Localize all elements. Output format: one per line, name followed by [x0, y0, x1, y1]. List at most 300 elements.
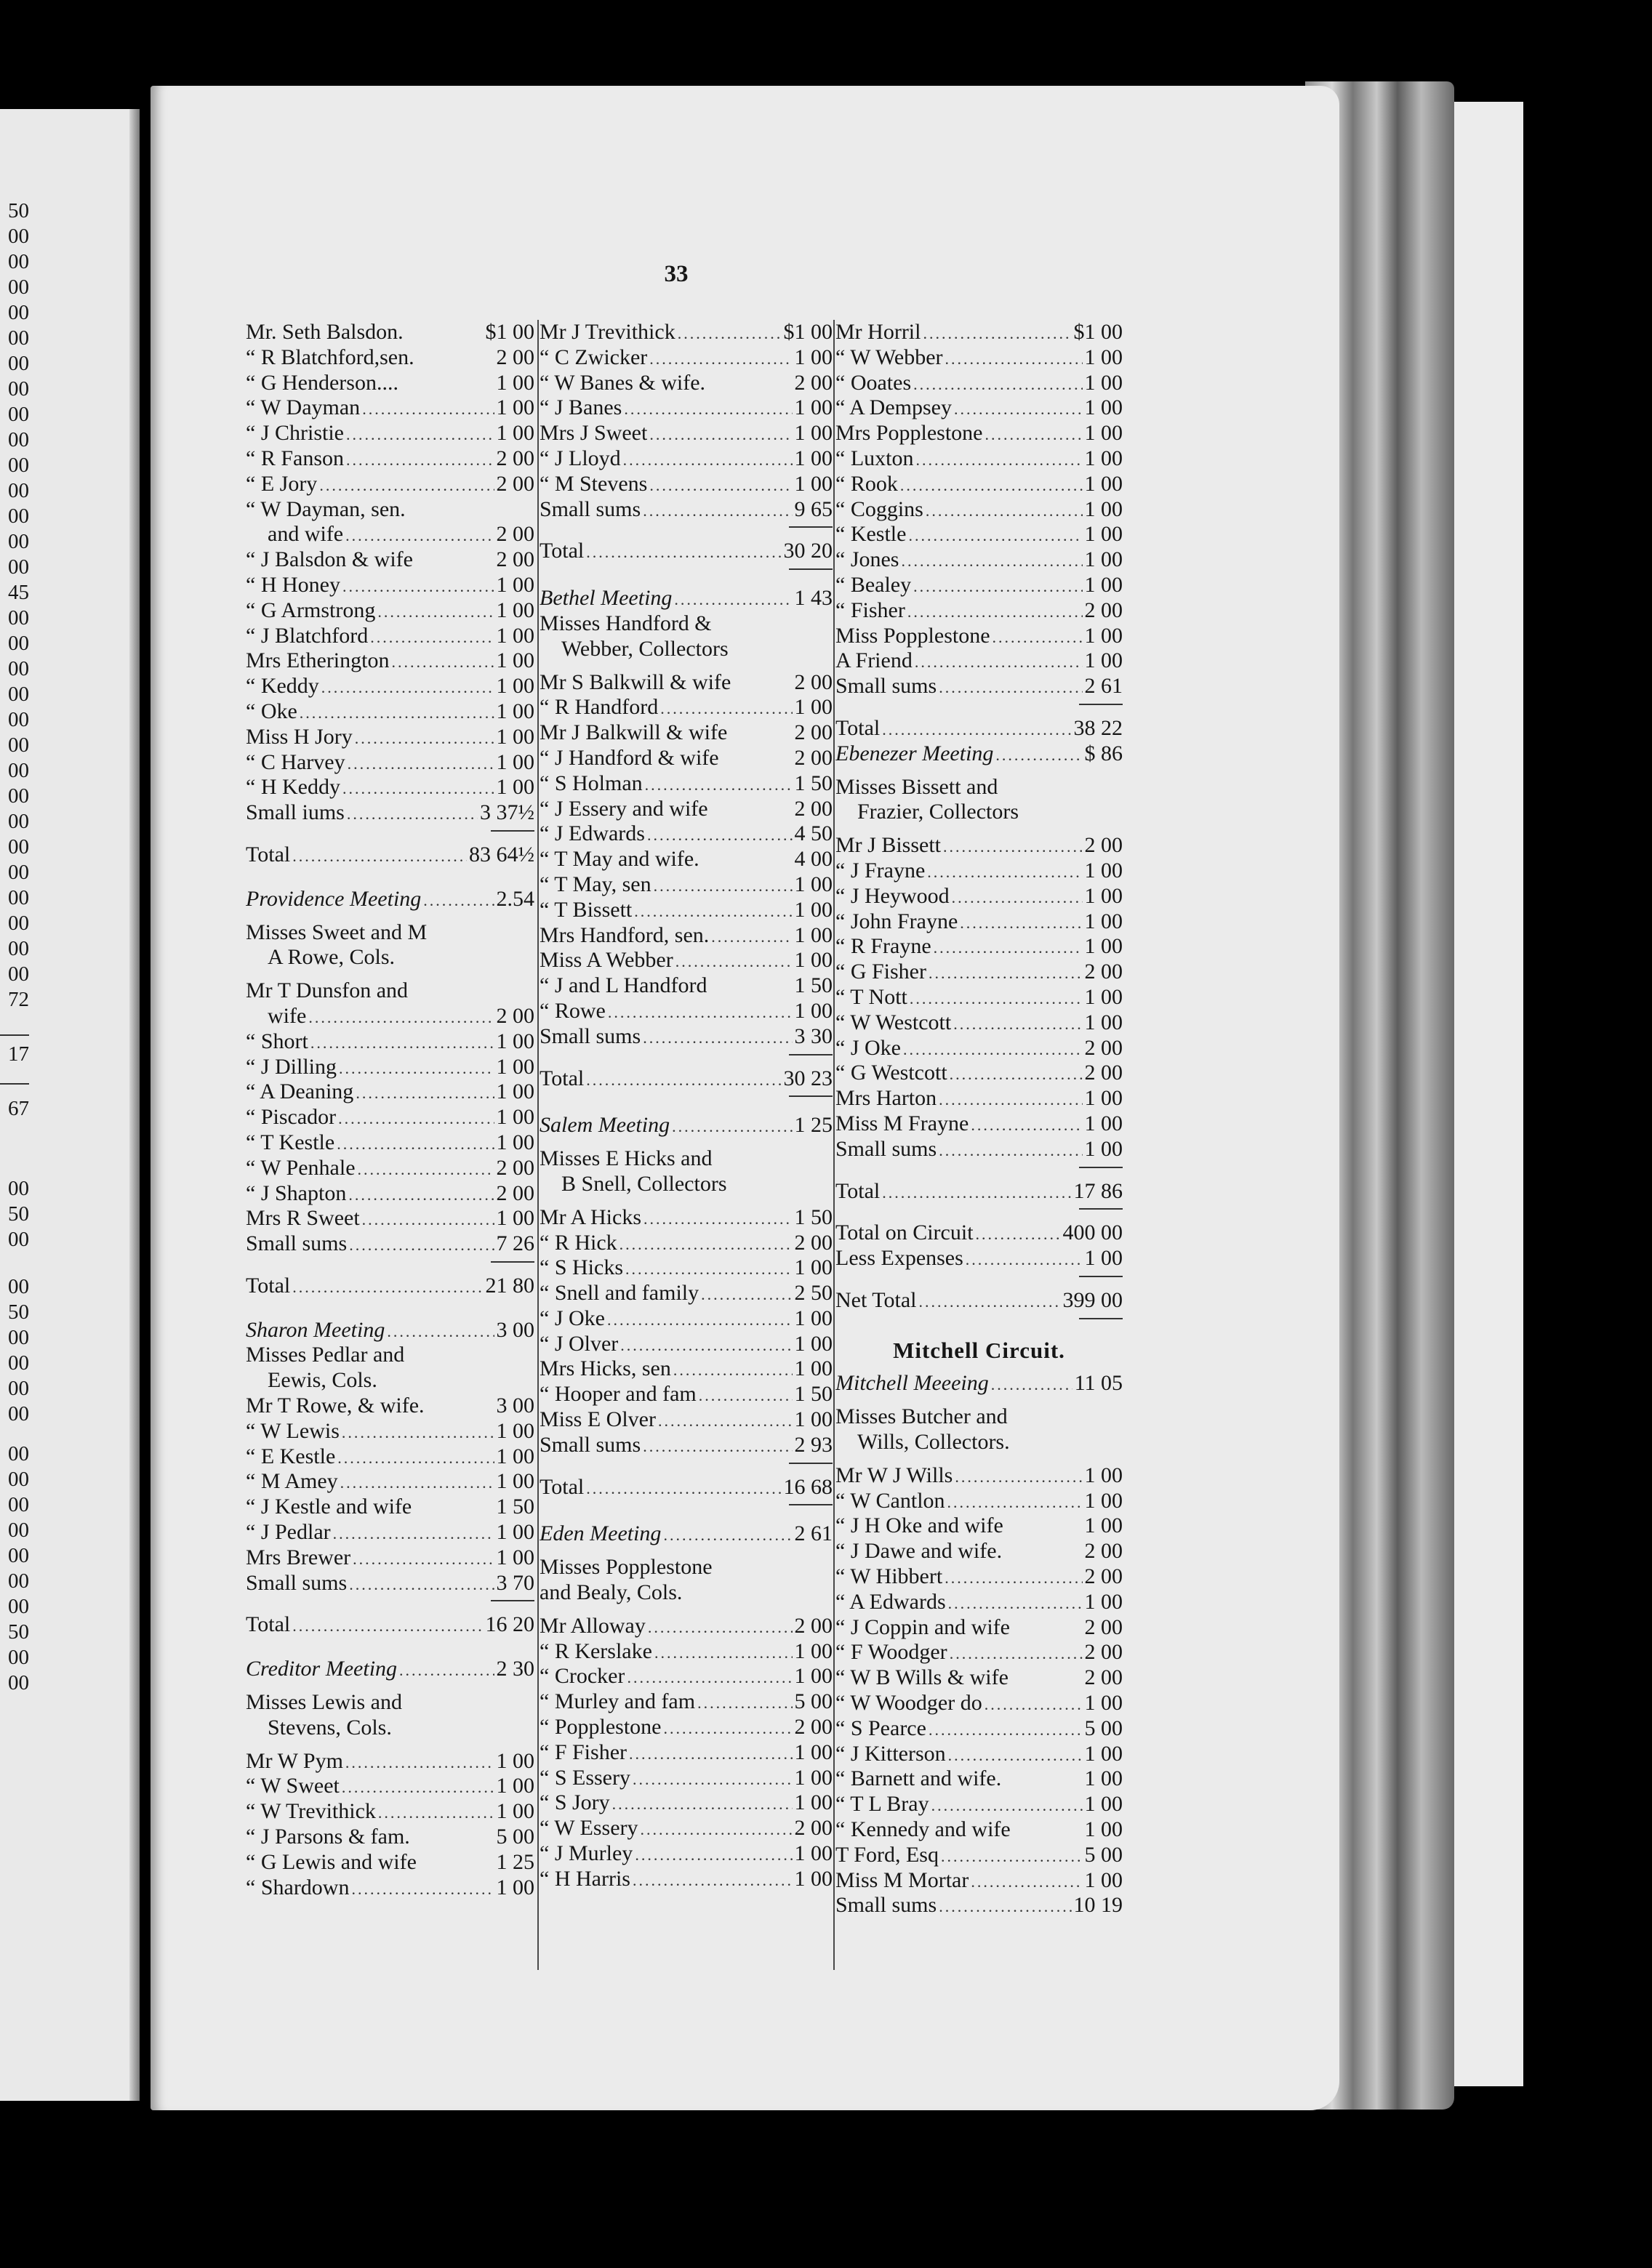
donor-name: Net Total [835, 1287, 917, 1312]
prev-page-amount-fragment: 00 [8, 835, 29, 858]
donor-name: “ G Armstrong [246, 598, 376, 622]
amount: 1 00 [1084, 648, 1123, 673]
leader-dots [649, 347, 792, 372]
donor-row [835, 1010, 1123, 1036]
leader-dots [941, 1844, 1083, 1870]
donor-row [246, 395, 534, 421]
amount: 2 00 [496, 522, 534, 547]
collector-note: and Bealy, Cols. [540, 1580, 683, 1605]
subscription-column-1 [246, 320, 534, 1900]
leader-dots [663, 1716, 792, 1742]
leader-dots [321, 675, 494, 701]
donor-row [835, 858, 1123, 884]
donor-name: “ R Handford [540, 695, 659, 720]
donor-row [540, 1740, 833, 1766]
donor-name: “ H Harris [540, 1866, 630, 1891]
collector-note: Misses Sweet and M [246, 920, 428, 944]
donor-row [540, 695, 833, 720]
prev-page-amount-fragment: 00 [8, 1468, 29, 1491]
amount: 1 25 [794, 1113, 833, 1138]
donor-row [246, 1520, 534, 1545]
donor-row [835, 1111, 1123, 1137]
leader-dots [900, 473, 1083, 499]
total-rule [540, 1050, 833, 1058]
donor-name: “ C Harvey [246, 749, 345, 774]
prev-page-amount-fragment: 00 [8, 1569, 29, 1593]
amount: 3 70 [496, 1570, 534, 1595]
donor-row [540, 1766, 833, 1791]
donor-row [540, 497, 833, 523]
donor-row [540, 1715, 833, 1740]
leader-dots [342, 776, 494, 802]
total-rule [835, 1204, 1123, 1213]
donor-row [835, 1893, 1123, 1918]
donor-name: “ W Banes & wife. [540, 370, 706, 395]
leader-dots [939, 675, 1082, 701]
donor-row [835, 1061, 1123, 1086]
leader-dots [634, 899, 792, 925]
leader-dots [976, 1222, 1061, 1247]
donor-row [835, 497, 1123, 523]
amount: 1 50 [794, 1382, 833, 1407]
amount: 1 00 [1084, 858, 1123, 882]
leader-dots [625, 1257, 793, 1282]
amount: 1 00 [1084, 1086, 1123, 1111]
amount: 1 00 [1084, 1246, 1123, 1271]
donor-name: Miss M Mortar [835, 1867, 969, 1892]
total-rule [835, 1271, 1123, 1280]
amount: 5 00 [1084, 1716, 1123, 1740]
amount: 1 50 [794, 973, 833, 998]
leader-dots [939, 1087, 1082, 1113]
leader-dots [907, 600, 1083, 625]
leader-dots [292, 1614, 483, 1639]
amount: 1 00 [496, 572, 534, 597]
donor-row [246, 1029, 534, 1055]
donor-row [835, 446, 1123, 472]
donor-row [540, 446, 833, 472]
donor-row [246, 522, 534, 547]
donor-name: “ E Kestle [246, 1444, 336, 1468]
donor-name: “ J Blatchford [246, 623, 369, 648]
donor-row [246, 446, 534, 472]
amount: 1 00 [794, 1638, 833, 1663]
donor-row [540, 1841, 833, 1867]
donor-row [540, 1382, 833, 1407]
donor-name: Mr A Hicks [540, 1205, 642, 1229]
leader-dots [711, 925, 792, 950]
donor-name: “ J Balsdon & wife [246, 547, 413, 572]
prev-page-amount-fragment: 50 [8, 1300, 29, 1324]
leader-dots [300, 701, 494, 726]
amount: 1 00 [496, 1875, 534, 1899]
donor-row [540, 371, 833, 396]
leader-dots [349, 1233, 494, 1258]
prev-page-amount-fragment: 00 [8, 555, 29, 579]
amount: 1 00 [794, 897, 833, 922]
amount: 1 00 [794, 1740, 833, 1764]
amount: 1 00 [794, 1841, 833, 1866]
donor-name: “ Shardown [246, 1875, 350, 1899]
page-number: 33 [664, 261, 689, 287]
donor-name: “ W Lewis [246, 1418, 340, 1443]
collector-note: Misses Lewis and [246, 1690, 402, 1715]
amount: 83 64½ [469, 842, 534, 866]
leader-dots [947, 1490, 1083, 1516]
prev-page-amount-fragment: 00 [8, 403, 29, 426]
donor-row [540, 670, 833, 696]
donor-name: “ Barnett and wife. [835, 1766, 1002, 1791]
prev-page-amount-fragment: 50 [8, 1620, 29, 1644]
donor-name: “ Coggins [835, 496, 923, 521]
donor-name: “ W Dayman, sen. [246, 496, 406, 521]
prev-page-amount-fragment: 00 [8, 428, 29, 451]
leader-dots [971, 1113, 1082, 1138]
donor-name: and wife [268, 522, 344, 547]
amount: 2 61 [1084, 674, 1123, 699]
donor-row [835, 648, 1123, 674]
donor-name: “ A Deaning [246, 1079, 354, 1104]
amount: 3 00 [496, 1317, 534, 1342]
donor-name: “ J H Oke and wife [835, 1513, 1003, 1538]
donor-row [835, 345, 1123, 371]
leader-dots [647, 823, 793, 848]
prev-page-amount-fragment: 00 [8, 250, 29, 273]
donor-name: “ Hooper and fam [540, 1382, 697, 1407]
donor-row [246, 1394, 534, 1419]
amount: 1 00 [1084, 1513, 1123, 1538]
collector-note: Misses Pedlar and [246, 1343, 405, 1367]
donor-name: “ Jones [835, 547, 899, 572]
leader-dots [943, 835, 1082, 860]
leader-dots [954, 397, 1083, 422]
donor-row [246, 648, 534, 674]
donor-row [835, 522, 1123, 547]
donor-name: “ H Honey [246, 572, 340, 597]
donor-row [246, 1850, 534, 1875]
donor-name: “ W Trevithick [246, 1799, 376, 1824]
donor-row [835, 624, 1123, 649]
amount: 1 00 [794, 1306, 833, 1330]
total-row [835, 1288, 1123, 1314]
donor-name: “ S Essery [540, 1765, 630, 1790]
amount: 2 00 [1084, 1035, 1123, 1060]
prev-page-amount-fragment: 72 [8, 988, 29, 1011]
donor-row [835, 1137, 1123, 1162]
amount: 2 00 [496, 446, 534, 470]
donor-name: Total [540, 1066, 585, 1090]
donor-name: Miss Popplestone [835, 623, 990, 648]
donor-row [835, 934, 1123, 960]
leader-dots [923, 321, 1071, 347]
collector-note: Eewis, Cols. [268, 1368, 377, 1393]
amount: 5 00 [496, 1825, 534, 1849]
donor-name: “ T May, sen [540, 872, 651, 896]
meeting-name: Bethel Meeting [540, 586, 673, 611]
donor-row [835, 1246, 1123, 1271]
prev-page-amount-fragment: 00 [8, 1402, 29, 1425]
donor-row [835, 1463, 1123, 1489]
leader-dots [931, 1793, 1083, 1819]
donor-row [540, 720, 833, 746]
donor-name: “ J Oke [540, 1306, 605, 1330]
amount: 1 50 [794, 771, 833, 795]
donor-name: “ S Hicks [540, 1255, 623, 1280]
donor-name: Mr W J Wills [835, 1463, 953, 1487]
donor-row [540, 771, 833, 797]
amount: 2 00 [1084, 960, 1123, 984]
prev-page-amount-fragment: 00 [8, 276, 29, 299]
amount: 7 26 [496, 1231, 534, 1256]
leader-dots [620, 1333, 792, 1359]
donor-name: “ S Jory [540, 1790, 610, 1815]
donor-name: Small iums [246, 800, 345, 825]
leader-dots [623, 448, 793, 473]
collector-note: Misses Popplestone [540, 1555, 713, 1580]
leader-dots [660, 696, 792, 722]
amount: 1 00 [1084, 1136, 1123, 1161]
donor-row [540, 746, 833, 771]
meeting-row [540, 586, 833, 611]
prev-page-amount-fragment: 00 [8, 759, 29, 782]
leader-dots [993, 625, 1083, 651]
amount: 2 00 [1084, 1614, 1123, 1639]
donor-row [246, 1875, 534, 1901]
amount: 5 00 [1084, 1842, 1123, 1867]
amount: 1 00 [1084, 1111, 1123, 1135]
total-rule [540, 1091, 833, 1100]
amount: 400 00 [1062, 1221, 1123, 1245]
donor-row [540, 345, 833, 371]
leader-dots [995, 743, 1082, 768]
amount: 2.54 [496, 886, 534, 911]
collector-note: B Snell, Collectors [561, 1171, 727, 1196]
collector-note: Stevens, Cols. [268, 1715, 392, 1740]
prev-page-amount-fragment: 00 [8, 1544, 29, 1567]
amount: 1 00 [1084, 446, 1123, 470]
leader-dots [338, 1106, 494, 1132]
donor-name: “ Keddy [246, 674, 319, 699]
prev-page-amount-fragment: 00 [8, 479, 29, 502]
donor-row [246, 371, 534, 396]
donor-row [540, 421, 833, 446]
amount: 1 00 [794, 446, 833, 470]
amount: 1 00 [496, 1748, 534, 1773]
donor-row [540, 320, 833, 345]
donor-name: “ S Pearce [835, 1716, 926, 1740]
donor-name: “ W Westcott [835, 1010, 952, 1034]
total-rule [540, 522, 833, 531]
donor-name: Miss A Webber [540, 948, 673, 973]
leader-dots [358, 1157, 494, 1183]
amount: 1 00 [1084, 909, 1123, 933]
prev-page-amount-fragment: 00 [8, 1275, 29, 1298]
amount: 1 00 [496, 1029, 534, 1053]
prev-page-amount-fragment: 00 [8, 708, 29, 731]
leader-dots [643, 1026, 792, 1051]
donor-name: “ J Heywood [835, 883, 950, 908]
total-row [835, 716, 1123, 741]
donor-row [246, 1469, 534, 1495]
amount: 2 00 [496, 1003, 534, 1028]
donor-name: “ Ooates [835, 370, 912, 395]
leader-dots [948, 1743, 1083, 1769]
amount: 1 50 [794, 1205, 833, 1229]
meeting-row [246, 1318, 534, 1343]
leader-dots [339, 1056, 494, 1082]
donor-row [540, 948, 833, 973]
leader-dots [342, 1775, 494, 1801]
meeting-name: Providence Meeting [246, 886, 422, 911]
donor-name: “ Crocker [540, 1664, 625, 1689]
donor-name: “ M Amey [246, 1469, 338, 1494]
donor-row [246, 1444, 534, 1470]
leader-dots [349, 1572, 494, 1598]
donor-row [540, 1689, 833, 1715]
donor-name: Mrs R Sweet [246, 1206, 360, 1231]
donor-name: Mr J Balkwill & wife [540, 720, 728, 745]
donor-name: “ J Essery and wife [540, 796, 708, 821]
amount: 2 00 [794, 1816, 833, 1841]
amount: 1 00 [794, 948, 833, 973]
amount: 30 23 [783, 1066, 833, 1090]
donor-name: Small sums [835, 1893, 937, 1918]
leader-dots [985, 422, 1083, 448]
leader-dots [919, 1290, 1061, 1315]
donor-name: “ W B Wills & wife [835, 1665, 1009, 1690]
donor-row [246, 1495, 534, 1520]
leader-dots [345, 1750, 494, 1776]
leader-dots [641, 1817, 793, 1843]
donor-name: Total [246, 842, 291, 866]
leader-dots [612, 1792, 793, 1817]
donor-row [835, 1513, 1123, 1539]
leader-dots [347, 802, 478, 827]
leader-dots [355, 726, 494, 752]
donor-name: “ W Sweet [246, 1774, 340, 1798]
donor-row [835, 1843, 1123, 1868]
amount: 1 00 [496, 1206, 534, 1231]
donor-name: “ R Hick [540, 1230, 617, 1255]
prev-page-amount-fragment: 00 [8, 912, 29, 935]
prev-page-amount-fragment: 50 [8, 1202, 29, 1226]
donor-name: “ Rook [835, 471, 898, 496]
amount: 1 00 [1084, 1463, 1123, 1487]
leader-dots [586, 540, 781, 566]
prev-page-rule [0, 1083, 29, 1085]
donor-name: Less Expenses [835, 1246, 963, 1271]
prev-page-amount-fragment: 00 [8, 326, 29, 350]
donor-name: A Friend [835, 648, 913, 673]
donor-row [540, 973, 833, 999]
prev-page-amount-fragment: 00 [8, 683, 29, 706]
leader-dots [342, 1420, 494, 1446]
donor-name: “ S Holman [540, 771, 643, 795]
leader-dots [345, 523, 494, 549]
donor-name: “ T L Bray [835, 1792, 929, 1817]
amount: 399 00 [1062, 1287, 1123, 1312]
donor-row [246, 1156, 534, 1181]
prev-page-amount-fragment: 00 [8, 1442, 29, 1465]
donor-name: “ Luxton [835, 446, 914, 470]
donor-name: “ J Olver [540, 1331, 619, 1356]
leader-dots [378, 1801, 494, 1826]
amount: 11 05 [1074, 1371, 1123, 1396]
amount: $1 00 [1073, 320, 1123, 344]
leader-dots [337, 1132, 494, 1157]
leader-dots [586, 1068, 781, 1093]
leader-dots [337, 1446, 494, 1471]
donor-name: “ T Kestle [246, 1130, 335, 1154]
meeting-name: Sharon Meeting [246, 1317, 385, 1342]
amount: 1 00 [1084, 934, 1123, 959]
prev-page-amount-fragment: 00 [8, 377, 29, 401]
amount: 1 00 [496, 598, 534, 622]
leader-dots [633, 1767, 793, 1793]
donor-name: “ G Fisher [835, 960, 926, 984]
circuit-heading: Mitchell Circuit. [893, 1337, 1065, 1363]
donor-name: “ G Lewis and wife [246, 1849, 417, 1874]
donor-row [835, 1792, 1123, 1817]
donor-name: “ Fisher [835, 598, 905, 622]
donor-row [540, 1356, 833, 1382]
donor-name: “ J Kestle and wife [246, 1495, 412, 1519]
column-divider [833, 320, 835, 1970]
prev-page-amount-fragment: 00 [8, 1326, 29, 1349]
donor-name: “ W Woodger do [835, 1691, 982, 1716]
prev-page-amount-fragment: 00 [8, 886, 29, 909]
donor-row [835, 833, 1123, 858]
amount: 38 22 [1073, 715, 1123, 740]
leader-dots [913, 372, 1082, 398]
amount: 1 00 [496, 1418, 534, 1443]
leader-dots [648, 1615, 793, 1641]
donor-row [540, 797, 833, 822]
donor-row [835, 421, 1123, 446]
amount: 10 19 [1073, 1893, 1123, 1918]
leader-dots [882, 717, 1071, 743]
amount: 2 50 [794, 1281, 833, 1306]
leader-dots [910, 986, 1083, 1012]
donor-row [835, 547, 1123, 573]
donor-name: “ G Westcott [835, 1061, 947, 1085]
amount: 3 00 [496, 1394, 534, 1418]
donor-name: “ A Edwards [835, 1589, 946, 1614]
donor-row [835, 1640, 1123, 1665]
amount: 1 00 [1084, 1817, 1123, 1842]
leader-dots [699, 1383, 793, 1409]
donor-row [246, 800, 534, 826]
leader-dots [645, 773, 793, 798]
amount: 1 00 [794, 345, 833, 369]
amount: 1 00 [1084, 1792, 1123, 1817]
leader-dots [348, 752, 494, 777]
amount: 2 30 [496, 1657, 534, 1681]
total-rule [540, 1458, 833, 1467]
leader-dots [308, 1005, 494, 1031]
donor-name: “ E Jory [246, 471, 318, 496]
donor-name: Mr T Rowe, & wife. [246, 1394, 425, 1418]
donor-name: Small sums [835, 1136, 937, 1161]
total-rule [540, 564, 833, 573]
donor-name: “ W Penhale [246, 1155, 356, 1180]
subscription-column-2 [540, 320, 833, 1892]
amount: 1 00 [1084, 471, 1123, 496]
leader-dots [960, 911, 1082, 936]
donor-row [835, 1665, 1123, 1691]
donor-name: Mr Alloway [540, 1613, 646, 1638]
donor-name: Miss M Frayne [835, 1111, 969, 1135]
